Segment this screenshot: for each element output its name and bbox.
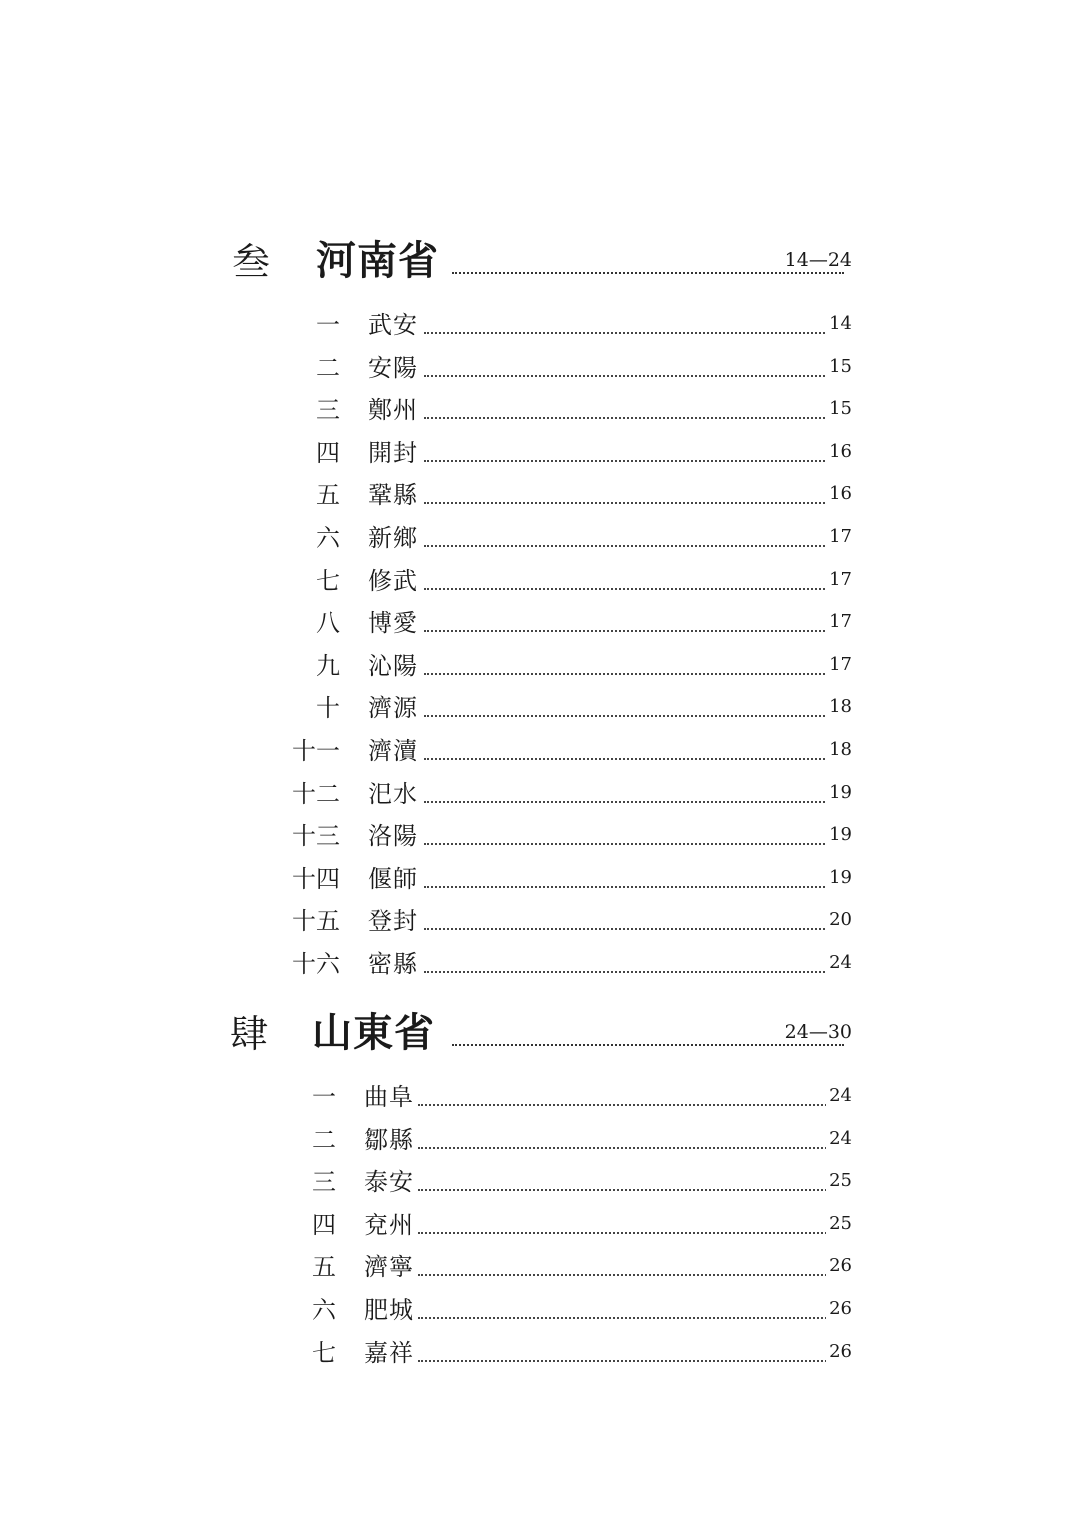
entry-page: 24 [826, 1084, 852, 1108]
entry-number: 七 [312, 1338, 336, 1367]
dot-leader [424, 791, 836, 803]
dot-leader [418, 1307, 834, 1319]
dot-leader [424, 492, 836, 504]
toc-entry [0, 1204, 1080, 1247]
dot-leader [424, 663, 836, 675]
entry-page: 17 [826, 610, 852, 634]
entry-page: 24 [826, 951, 852, 975]
entry-number: 六 [312, 1295, 336, 1324]
toc-entry [0, 1289, 1080, 1332]
dot-leader [424, 748, 836, 760]
entry-list [0, 1076, 1080, 1374]
entry-name: 安陽 [368, 353, 418, 382]
entry-name: 嘉祥 [364, 1338, 414, 1367]
entry-number: 十四 [292, 864, 340, 893]
entry-number: 七 [316, 566, 340, 595]
entry-page: 19 [826, 781, 852, 805]
entry-page: 17 [826, 525, 852, 549]
entry-number: 三 [316, 396, 340, 425]
toc-entry [0, 730, 1080, 773]
dot-leader [424, 705, 836, 717]
toc-entry [0, 432, 1080, 475]
dot-leader [424, 833, 836, 845]
entry-page: 25 [826, 1212, 852, 1236]
entry-page: 26 [826, 1254, 852, 1278]
entry-number: 十五 [292, 907, 340, 936]
dot-leader [424, 918, 836, 930]
section-number: 叁 [232, 240, 271, 284]
dot-leader [424, 961, 836, 973]
toc-section-henan [0, 232, 1080, 986]
entry-page: 25 [826, 1169, 852, 1193]
toc-entry [0, 474, 1080, 517]
entry-number: 六 [316, 523, 340, 552]
entry-name: 博愛 [368, 609, 418, 638]
dot-leader [424, 535, 836, 547]
entry-page: 26 [826, 1297, 852, 1321]
dot-leader [418, 1137, 834, 1149]
entry-number: 五 [316, 481, 340, 510]
entry-name: 兗州 [364, 1210, 414, 1239]
entry-number: 十三 [292, 822, 340, 851]
entry-page: 24 [826, 1127, 852, 1151]
entry-name: 新鄉 [368, 523, 418, 552]
toc-entry [0, 1119, 1080, 1162]
entry-name: 濟瀆 [368, 736, 418, 765]
entry-name: 鞏縣 [368, 481, 418, 510]
toc-entry [0, 900, 1080, 943]
entry-name: 肥城 [364, 1295, 414, 1324]
entry-page: 18 [826, 738, 852, 762]
toc-entry [0, 943, 1080, 986]
toc-entry [0, 858, 1080, 901]
section-number: 肆 [230, 1012, 269, 1056]
entry-number: 十一 [292, 736, 340, 765]
entry-number: 一 [312, 1083, 336, 1111]
toc-entry [0, 773, 1080, 816]
toc-entry [0, 304, 1080, 347]
toc-entry [0, 517, 1080, 560]
section-title: 河南省 [316, 237, 439, 284]
section-header [0, 1004, 1080, 1064]
dot-leader [418, 1179, 834, 1191]
entry-list [0, 304, 1080, 986]
section-page-range: 24—30 [781, 1020, 852, 1044]
dot-leader [418, 1094, 834, 1106]
dot-leader [424, 322, 836, 334]
toc-entry [0, 602, 1080, 645]
toc-entry [0, 687, 1080, 730]
entry-page: 17 [826, 568, 852, 592]
dot-leader [424, 365, 836, 377]
entry-number: 一 [316, 311, 340, 339]
entry-name: 武安 [368, 311, 418, 339]
entry-number: 二 [316, 353, 340, 382]
entry-number: 八 [316, 609, 340, 638]
dot-leader [424, 578, 836, 590]
entry-page: 16 [826, 440, 852, 464]
dot-leader [418, 1264, 834, 1276]
entry-number: 十二 [292, 779, 340, 808]
toc-entry [0, 560, 1080, 603]
section-header [0, 232, 1080, 292]
entry-page: 15 [826, 397, 852, 421]
toc-entry [0, 1332, 1080, 1375]
entry-name: 偃師 [368, 864, 418, 893]
dot-leader [424, 876, 836, 888]
toc-entry [0, 645, 1080, 688]
dot-leader [424, 450, 836, 462]
entry-name: 汜水 [368, 779, 418, 808]
dot-leader [418, 1222, 834, 1234]
entry-number: 四 [316, 438, 340, 467]
entry-name: 沁陽 [368, 651, 418, 680]
entry-page: 18 [826, 695, 852, 719]
toc-entry [0, 347, 1080, 390]
entry-name: 鄒縣 [364, 1125, 414, 1154]
entry-number: 二 [312, 1125, 336, 1154]
entry-number: 四 [312, 1210, 336, 1239]
toc-entry [0, 1246, 1080, 1289]
entry-number: 五 [312, 1253, 336, 1282]
entry-name: 登封 [368, 907, 418, 936]
entry-page: 15 [826, 355, 852, 379]
dot-leader [418, 1350, 834, 1362]
entry-page: 19 [826, 866, 852, 890]
toc-section-shandong [0, 1004, 1080, 1374]
entry-page: 16 [826, 482, 852, 506]
toc-entry [0, 1161, 1080, 1204]
entry-name: 濟源 [368, 694, 418, 723]
entry-number: 十六 [292, 949, 340, 978]
entry-page: 20 [826, 908, 852, 932]
section-page-range: 14—24 [781, 248, 852, 272]
entry-number: 三 [312, 1168, 336, 1197]
entry-name: 鄭州 [368, 396, 418, 425]
entry-page: 17 [826, 653, 852, 677]
entry-page: 14 [826, 312, 852, 336]
entry-number: 九 [316, 651, 340, 680]
entry-name: 曲阜 [364, 1083, 414, 1111]
entry-name: 濟寧 [364, 1253, 414, 1282]
dot-leader [424, 620, 836, 632]
toc-entry [0, 389, 1080, 432]
entry-name: 密縣 [368, 949, 418, 978]
dot-leader [424, 407, 836, 419]
entry-number: 十 [316, 694, 340, 723]
toc-entry [0, 1076, 1080, 1119]
section-title: 山東省 [312, 1009, 435, 1056]
entry-name: 開封 [368, 438, 418, 467]
entry-page: 19 [826, 823, 852, 847]
entry-name: 泰安 [364, 1168, 414, 1197]
entry-page: 26 [826, 1340, 852, 1364]
toc-entry [0, 815, 1080, 858]
entry-name: 洛陽 [368, 822, 418, 851]
entry-name: 修武 [368, 566, 418, 595]
